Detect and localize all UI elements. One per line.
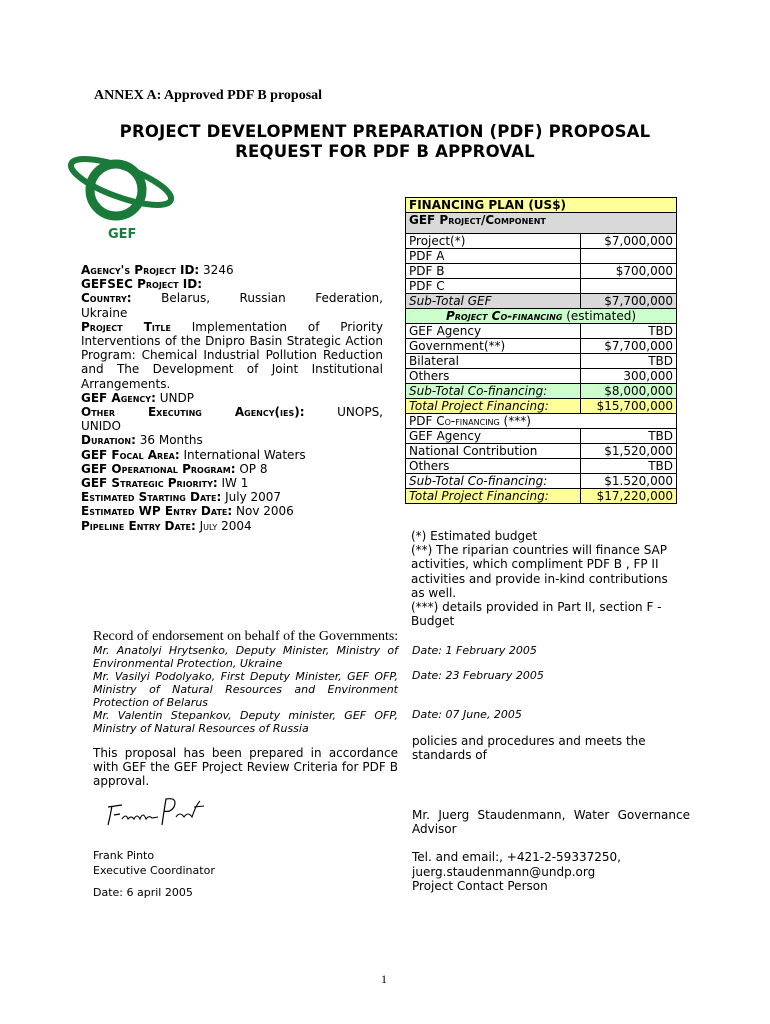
pipeline-entry-date-label: Pipeline Entry Date: [81,518,196,533]
gef-globe-icon [66,148,178,244]
wp-entry-date: Nov 2006 [236,504,294,519]
financing-row [406,429,677,444]
financing-row-value [581,249,677,264]
signer-block [93,848,215,878]
contact-block [412,850,621,894]
agency-project-id-label: Agency's Project ID: [81,263,200,277]
contact-email[interactable]: juerg.staudenmann@undp.org [412,864,596,879]
note-2: (**) The riparian countries will finance SAP activities, which compliment PDF B , FP II activities and provide in-kind contributions as well. [411,543,668,600]
financing-row-label: Others [406,369,581,384]
financing-row [406,369,677,384]
focal-area: International Waters [183,447,306,462]
other-executing-label: Other Executing Agency(ies): [81,405,305,420]
country-value: Belarus, Russian Federation, [161,291,383,306]
financing-row [406,279,677,294]
subtotal-cofinancing-value: $8,000,000 [581,384,677,399]
financing-row-value: $7,000,000 [581,234,677,249]
operational-program: OP 8 [239,461,268,476]
country-value-2: Ukraine [81,305,128,320]
cofinancing-rows [406,324,677,384]
contact-phone: Tel. and email:, +421-2-59337250, [412,850,621,864]
financing-row [406,234,677,249]
signer-name: Frank Pinto [93,849,155,862]
country-label: Country: [81,291,132,306]
financing-row-value: TBD [581,324,677,339]
project-title-rest: Interventions of the Dnipro Basin Strategic Action Program: Chemical Industrial Pollution Reduction and The Development of Joint Institutional Arrangements. [81,334,383,391]
other-executing-value: UNOPS, [337,405,383,420]
advisor-name: Mr. Juerg Staudenmann, Water Governance Advisor [412,808,690,837]
financing-row [406,249,677,264]
financing-header: FINANCING PLAN (US$) [406,198,677,213]
contact-role: Project Contact Person [412,879,548,893]
financing-row [406,459,677,474]
endorser-1: Mr. Anatolyi Hrytsenko, Deputy Minister, Ministry of Environmental Protection, Ukraine [93,644,398,670]
financing-row [406,339,677,354]
financing-row-value [581,279,677,294]
project-title-first: Implementation of Priority [191,319,383,334]
financing-plan-table [405,197,677,504]
financing-row [406,324,677,339]
logo-text: GEF [108,227,137,242]
wp-entry-date-label: Estimated WP Entry Date: [81,504,233,519]
signer-date: Date: 6 april 2005 [93,886,193,899]
start-date-label: Estimated Starting Date: [81,490,222,505]
financing-notes [411,529,671,628]
total-financing-label: Total Project Financing: [406,399,581,414]
other-executing-value-2: UNIDO [81,419,121,434]
financing-row-label: Others [406,459,581,474]
signer-title: Executive Coordinator [93,864,215,877]
gef-agency-label: GEF Agency: [81,390,156,405]
pdf-cofinancing-label: PDF Co-financing (***) [406,414,677,429]
subtotal-pdf-label: Sub-Total Co-financing: [406,474,581,489]
proposal-statement: This proposal has been prepared in accordance with GEF the GEF Project Review Criteria for PDF B approval. [93,746,398,789]
page-number: 1 [381,972,387,986]
financing-row-label: GEF Agency [406,429,581,444]
endorsement-date-2: Date: 23 February 2005 [412,669,544,682]
financing-row [406,264,677,279]
financing-row-label: National Contribution [406,444,581,459]
financing-row-label: Government(**) [406,339,581,354]
financing-row-label: GEF Agency [406,324,581,339]
financing-row-label: Project(*) [406,234,581,249]
endorser-2: Mr. Vasilyi Podolyako, First Deputy Minister, GEF OFP, Ministry of Natural Resources and Environment Protection of Belarus [93,670,398,709]
total-financing-value: $15,700,000 [581,399,677,414]
project-title-label: Project Title [81,319,171,334]
project-info [81,263,383,533]
endorsement-date-3: Date: 07 June, 2005 [412,708,522,721]
financing-row-value: $700,000 [581,264,677,279]
operational-program-label: GEF Operational Program: [81,461,236,476]
gef-component-rows [406,234,677,294]
agency-project-id: 3246 [203,263,234,277]
gef-agency: UNDP [159,390,194,405]
financing-row-value: TBD [581,429,677,444]
duration: 36 Months [139,433,203,448]
focal-area-label: GEF Focal Area: [81,447,180,462]
handwritten-signature [100,793,210,833]
financing-row [406,354,677,369]
total-pdf-value: $17,220,000 [581,489,677,504]
financing-row-value: $1,520,000 [581,444,677,459]
strategic-priority: IW 1 [221,476,249,491]
endorsement-names [93,644,398,735]
annex-heading: ANNEX A: Approved PDF B proposal [94,88,323,103]
pdf-cofinancing-rows [406,429,677,474]
strategic-priority-label: GEF Strategic Priority: [81,476,218,491]
gefsec-project-id-label: GEFSEC Project ID: [81,277,202,292]
financing-row-label: PDF B [406,264,581,279]
note-1: (*) Estimated budget [411,529,538,543]
cofinancing-header: Project Co-financing (estimated) [406,309,677,324]
start-date: July 2007 [225,490,282,505]
subtotal-gef-value: $7,700,000 [581,294,677,309]
financing-row-value: TBD [581,459,677,474]
title-line-1: PROJECT DEVELOPMENT PREPARATION (PDF) PROPOSAL [119,122,651,141]
financing-row-value: $7,700,000 [581,339,677,354]
financing-row-value: 300,000 [581,369,677,384]
signature-image [100,793,210,833]
endorsement-date-1: Date: 1 February 2005 [412,644,537,657]
note-3: (***) details provided in Part II, section F - Budget [411,600,662,629]
pipeline-entry-date: July 2004 [199,518,252,533]
title-line-2: REQUEST FOR PDF B APPROVAL [235,142,535,161]
gef-logo [66,148,178,244]
financing-subheader: GEF Project/Component [406,213,677,234]
financing-row [406,444,677,459]
subtotal-cofinancing-label: Sub-Total Co-financing: [406,384,581,399]
subtotal-gef-label: Sub-Total GEF [406,294,581,309]
duration-label: Duration: [81,433,136,448]
endorser-3: Mr. Valentin Stepankov, Deputy minister, GEF OFP, Ministry of Natural Resources of Russia [93,709,398,735]
subtotal-pdf-value: $1.520,000 [581,474,677,489]
total-pdf-label: Total Project Financing: [406,489,581,504]
financing-row-value: TBD [581,354,677,369]
endorsement-title: Record of endorsement on behalf of the Governments: [93,629,399,644]
financing-row-label: PDF C [406,279,581,294]
financing-row-label: Bilateral [406,354,581,369]
policies-statement: policies and procedures and meets the standards of [412,734,646,763]
financing-row-label: PDF A [406,249,581,264]
